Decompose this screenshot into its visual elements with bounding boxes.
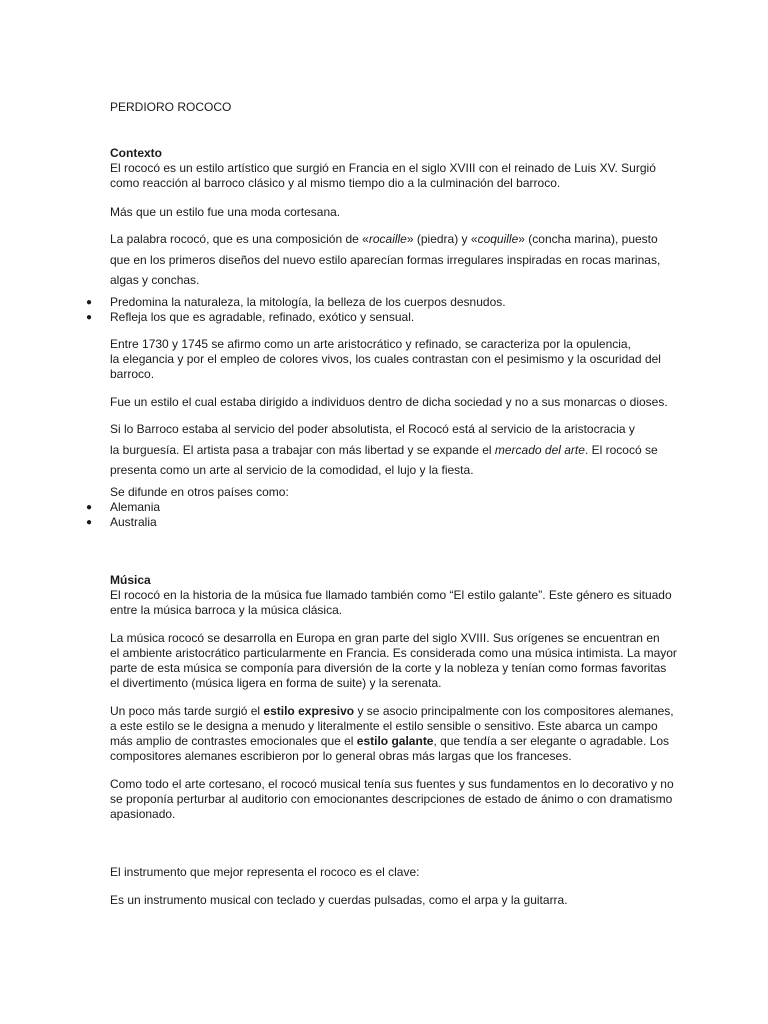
paragraph-instrumento: El instrumento que mejor representa el rococo es el clave: xyxy=(110,865,420,879)
page-title: PERDIORO ROCOCO xyxy=(110,100,232,114)
bullet-icon: ● xyxy=(86,502,93,513)
list-item: ● Predomina la naturaleza, la mitología, la belleza de los cuerpos desnudos. xyxy=(86,295,506,309)
paragraph-line: como reacción al barroco clásico y al mismo tiempo dio a la culminación del barroco. xyxy=(110,176,561,190)
bullet-icon: ● xyxy=(86,312,93,323)
contexto-heading: Contexto xyxy=(110,146,162,160)
section-contexto xyxy=(110,146,710,191)
paragraph-clave: Es un instrumento musical con teclado y cuerdas pulsadas, como el arpa y la guitarra. xyxy=(110,893,568,907)
bullet-icon: ● xyxy=(86,517,93,528)
paragraph-palabra-rococo: La palabra rococó, que es una composición de «rocaille» (piedra) y «coquille» (concha marina), puesto que en los primeros diseños del nuevo estilo aparecían formas irregulares inspiradas en rocas marinas, algas y conchas. xyxy=(110,232,661,287)
musica-heading: Música xyxy=(110,573,151,587)
section-musica: Música El rococó en la historia de la música fue llamado también como “El estilo galante”. Este género es situado entre la música barroca y la música clásica. xyxy=(110,573,710,618)
paragraph-paises: Se difunde en otros países como: ● Alemania ● Australia xyxy=(110,485,710,530)
paragraph-moda: Más que un estilo fue una moda cortesana. xyxy=(110,205,341,219)
list-item: ● Refleja los que es agradable, refinado, exótico y sensual. xyxy=(86,310,415,324)
paragraph-arte-cortesano: Como todo el arte cortesano, el rococó musical tenía sus fuentes y sus fundamentos en lo decorativo y no se proponía perturbar al auditorio con emocionantes descripciones de estado de ánimo o con dramatismo apasionado. xyxy=(110,777,674,821)
bullet-list-caracteristicas xyxy=(86,295,710,325)
term-rocaille: rocaille xyxy=(368,232,407,246)
term-coquille: coquille xyxy=(477,232,519,246)
paragraph-individuos: Fue un estilo el cual estaba dirigido a individuos dentro de dicha sociedad y no a sus monarcas o dioses. xyxy=(110,395,668,409)
list-item: ● Alemania xyxy=(86,500,161,514)
list-item: ● Australia xyxy=(86,515,157,529)
term-estilo-galante: estilo galante xyxy=(356,734,434,748)
paragraph-barroco-absolutista: Si lo Barroco estaba al servicio del poder absolutista, el Rococó está al servicio de la aristocracia y la burguesía. El artista pasa a trabajar con más libertad y se expande el mercado del arte. El rococó se presenta como un arte al servicio de la comodidad, el lujo y la fiesta. xyxy=(110,422,658,477)
bullet-icon: ● xyxy=(86,297,93,308)
term-estilo-expresivo: estilo expresivo xyxy=(263,704,355,718)
term-mercado-del-arte: mercado del arte xyxy=(494,442,585,457)
paragraph-line: El rococó es un estilo artístico que surgió en Francia en el siglo XVIII con el reinado de Luis XV. Surgió xyxy=(110,161,656,175)
paragraph-musica-rococo: La música rococó se desarrolla en Europa en gran parte del siglo XVIII. Sus orígenes se encuentran en el ambiente aristocrático particularmente en Francia. Es considerada como una música intimista. La mayor parte de esta música se componía para diversión de la corte y la nobleza y tenían como formas favoritas el divertimento (música ligera en forma de suite) y la serenata. xyxy=(110,631,677,690)
paragraph-1730: Entre 1730 y 1745 se afirmo como un arte aristocrático y refinado, se caracteriza por la opulencia, la elegancia y por el empleo de colores vivos, los cuales contrastan con el pesimismo y la oscuridad del barroco. xyxy=(110,337,661,381)
paragraph-estilo-expresivo: Un poco más tarde surgió el estilo expresivo y se asocio principalmente con los compositores alemanes, a este estilo se le designa a menudo y literalmente el estilo sensible o sensitivo. Este abarca un campo más amplio de contrastes emocionales que el estilo galante, que tendía a ser elegante o agradable. Los compositores alemanes escribieron por lo general obras más largas que los franceses. xyxy=(110,704,674,763)
